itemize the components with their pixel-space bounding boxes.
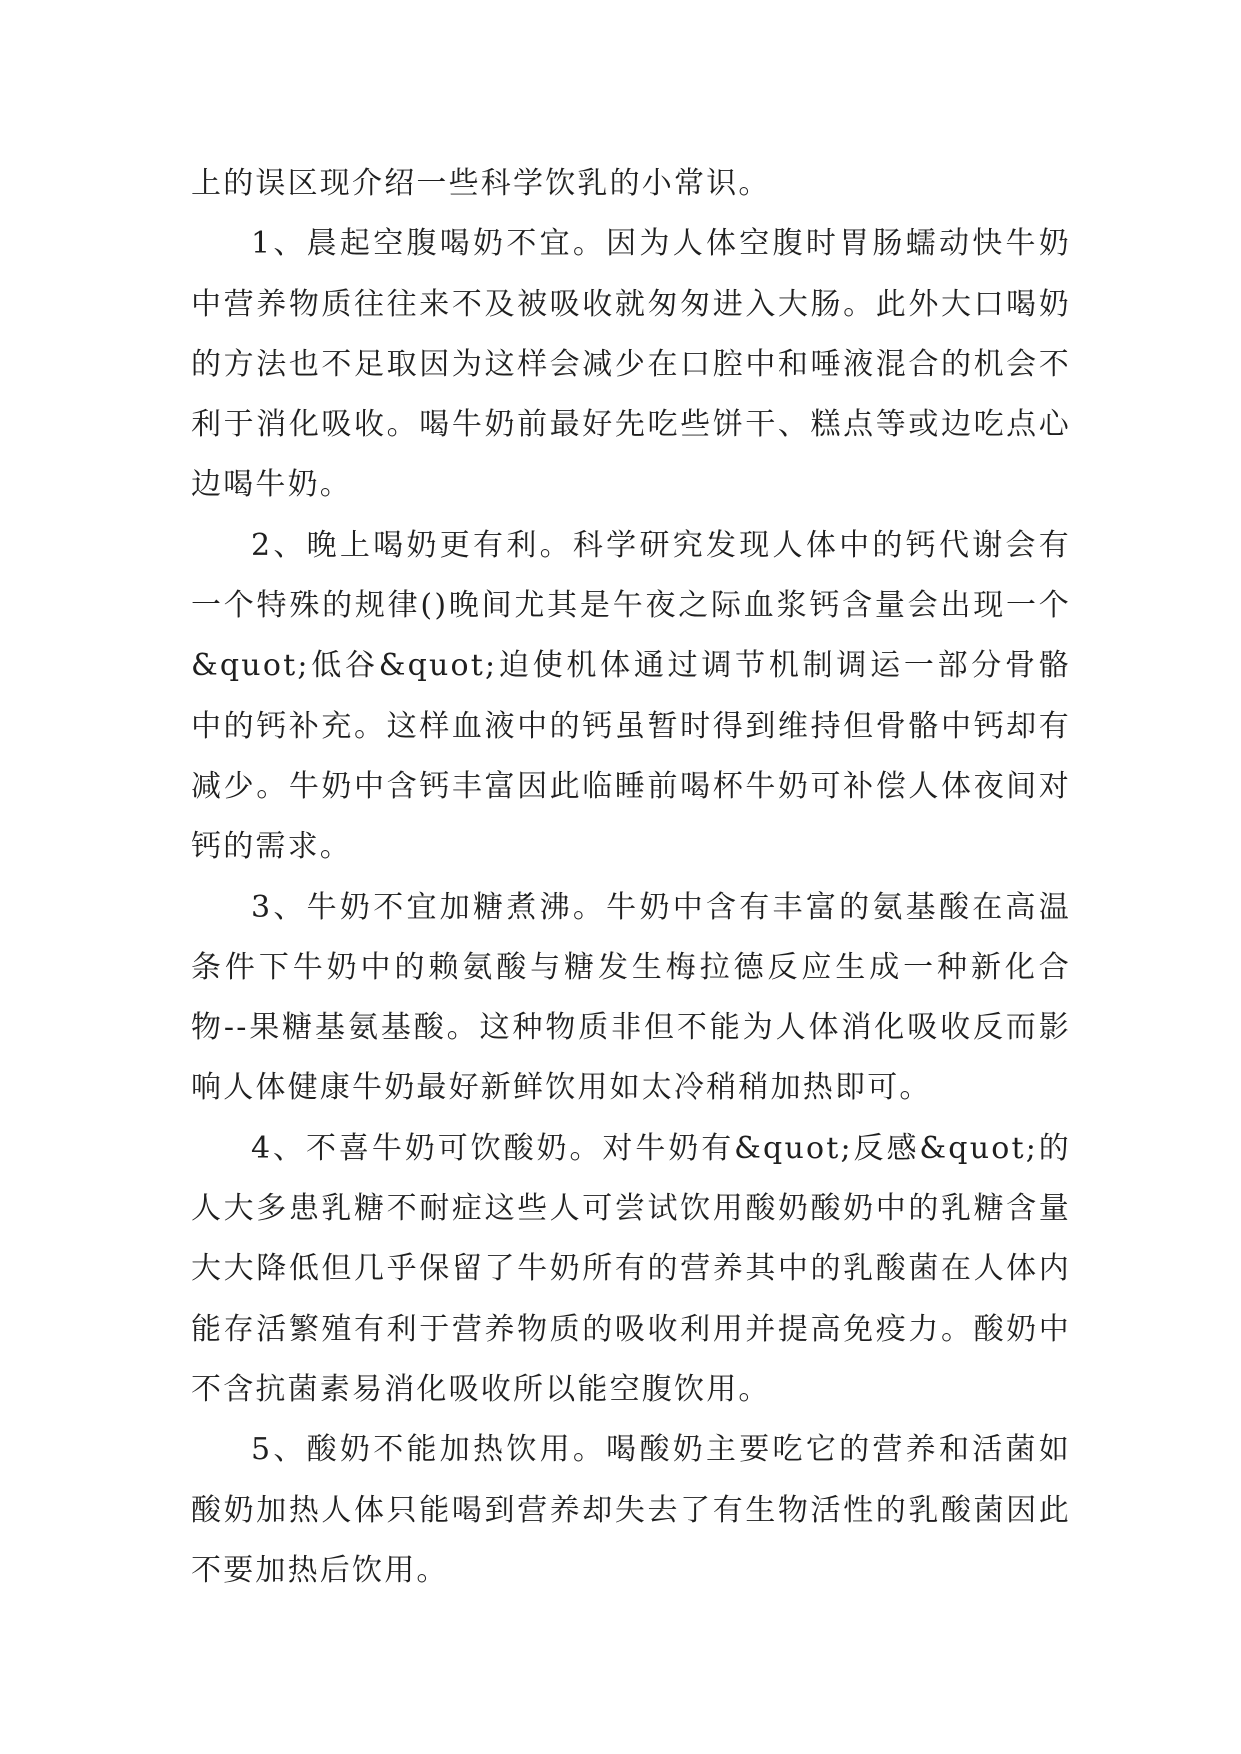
- paragraph-item-4: 4、不喜牛奶可饮酸奶。对牛奶有&quot;反感&quot;的人大多患乳糖不耐症这些人可尝试饮用酸奶酸奶中的乳糖含量大大降低但几乎保留了牛奶所有的营养其中的乳酸菌在人体内能存活繁殖有利于营养物质的吸收利用并提高免疫力。酸奶中不含抗菌素易消化吸收所以能空腹饮用。: [191, 1130, 1071, 1407]
- document-body: [191, 154, 1071, 1601]
- paragraph-item-3: 3、牛奶不宜加糖煮沸。牛奶中含有丰富的氨基酸在高温条件下牛奶中的赖氨酸与糖发生梅拉德反应生成一种新化合物--果糖基氨基酸。这种物质非但不能为人体消化吸收反而影响人体健康牛奶最好新鲜饮用如太冷稍稍加热即可。: [191, 889, 1071, 1106]
- paragraph-intro: 上的误区现介绍一些科学饮乳的小常识。: [191, 166, 771, 201]
- paragraph-item-2: 2、晚上喝奶更有利。科学研究发现人体中的钙代谢会有一个特殊的规律()晚间尤其是午夜之际血浆钙含量会出现一个&quot;低谷&quot;迫使机体通过调节机制调运一部分骨骼中的钙补充。这样血液中的钙虽暂时得到维持但骨骼中钙却有减少。牛奶中含钙丰富因此临睡前喝杯牛奶可补偿人体夜间对钙的需求。: [191, 527, 1071, 865]
- paragraph-item-5: 5、酸奶不能加热饮用。喝酸奶主要吃它的营养和活菌如酸奶加热人体只能喝到营养却失去了有生物活性的乳酸菌因此不要加热后饮用。: [191, 1432, 1071, 1588]
- paragraph-item-1: 1、晨起空腹喝奶不宜。因为人体空腹时胃肠蠕动快牛奶中营养物质往往来不及被吸收就匆匆进入大肠。此外大口喝奶的方法也不足取因为这样会减少在口腔中和唾液混合的机会不利于消化吸收。喝牛奶前最好先吃些饼干、糕点等或边吃点心边喝牛奶。: [191, 226, 1071, 503]
